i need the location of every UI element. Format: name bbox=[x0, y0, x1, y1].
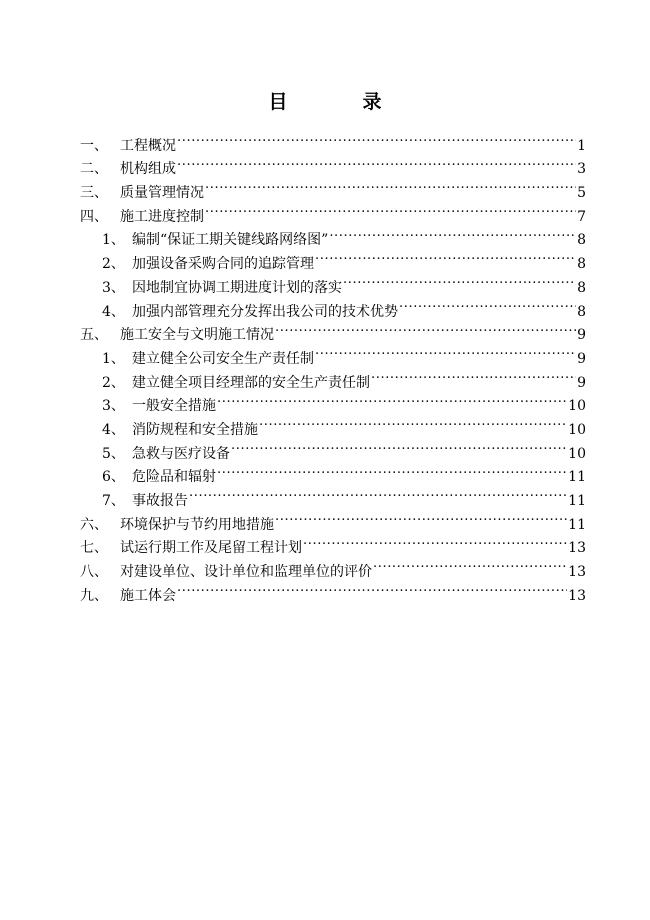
toc-dot-leader bbox=[315, 244, 576, 268]
toc-entry-number: 7、 bbox=[102, 493, 125, 509]
toc-dot-leader bbox=[177, 150, 576, 174]
toc-entry-page-number: 8 bbox=[577, 232, 586, 249]
toc-entry-title: 施工体会 bbox=[120, 587, 176, 604]
toc-entry-number: 1、 bbox=[102, 232, 125, 249]
toc-entry-number: 九、 bbox=[80, 587, 108, 604]
toc-dot-leader bbox=[343, 268, 576, 292]
toc-entry-page-number: 8 bbox=[577, 256, 586, 273]
toc-entry-page-number: 9 bbox=[577, 350, 586, 367]
toc-entry-number: 七、 bbox=[80, 540, 108, 557]
toc-entry-page-number: 13 bbox=[568, 587, 586, 604]
toc-entry-title: 质量管理情况 bbox=[120, 185, 204, 202]
toc-entry-title: 施工进度控制 bbox=[120, 208, 204, 225]
toc-entry-title: 因地制宜协调工期进度计划的落实 bbox=[132, 279, 342, 296]
toc-entry-page-number: 13 bbox=[568, 564, 586, 581]
toc-entry-page-number: 11 bbox=[568, 493, 586, 509]
toc-dot-leader bbox=[275, 316, 576, 340]
toc-entry-page-number: 1 bbox=[577, 137, 586, 154]
toc-dot-leader bbox=[217, 458, 567, 482]
toc-entry-title: 建立健全项目经理部的安全生产责任制 bbox=[132, 374, 370, 391]
toc-entry-number: 一、 bbox=[80, 137, 108, 154]
toc-entry-title: 试运行期工作及尾留工程计划 bbox=[120, 540, 302, 557]
toc-entry-title: 编制“保证工期关键线路网络图” bbox=[132, 232, 329, 249]
table-of-contents bbox=[80, 126, 586, 604]
toc-entry-title: 施工安全与文明施工情况 bbox=[120, 327, 274, 344]
toc-entry-title: 事故报告 bbox=[132, 493, 188, 509]
toc-dot-leader bbox=[399, 292, 576, 316]
toc-entry-number: 5、 bbox=[102, 445, 125, 462]
toc-entry-page-number: 13 bbox=[568, 540, 586, 557]
toc-entry-page-number: 8 bbox=[577, 279, 586, 296]
toc-dot-leader bbox=[177, 576, 567, 600]
toc-entry-number: 五、 bbox=[80, 327, 108, 344]
toc-entry-title: 一般安全措施 bbox=[132, 398, 216, 415]
toc-dot-leader bbox=[205, 197, 576, 221]
toc-entry-title: 消防规程和安全措施 bbox=[132, 421, 258, 438]
toc-entry-number: 3、 bbox=[102, 279, 125, 296]
toc-dot-leader bbox=[177, 126, 576, 150]
toc-title: 目 录 bbox=[268, 91, 410, 113]
toc-entry[interactable] bbox=[80, 126, 586, 154]
toc-entry-title: 加强内部管理充分发挥出我公司的技术优势 bbox=[132, 303, 398, 320]
toc-entry-number: 四、 bbox=[80, 208, 108, 225]
toc-dot-leader bbox=[315, 339, 576, 363]
toc-dot-leader bbox=[329, 221, 576, 245]
toc-entry-page-number: 5 bbox=[577, 185, 586, 202]
toc-entry-title: 工程概况 bbox=[120, 137, 176, 154]
toc-entry-page-number: 11 bbox=[568, 469, 586, 486]
toc-entry-number: 二、 bbox=[80, 161, 108, 178]
toc-entry-number: 六、 bbox=[80, 516, 108, 533]
toc-entry-number: 2、 bbox=[102, 374, 125, 391]
toc-entry-page-number: 10 bbox=[568, 445, 586, 462]
toc-dot-leader bbox=[189, 481, 567, 505]
toc-entry-number: 4、 bbox=[102, 421, 125, 438]
toc-entry-page-number: 10 bbox=[568, 398, 586, 415]
toc-entry-number: 三、 bbox=[80, 185, 108, 202]
toc-entry-page-number: 3 bbox=[577, 161, 586, 178]
toc-entry-title: 机构组成 bbox=[120, 161, 176, 178]
toc-dot-leader bbox=[303, 529, 567, 553]
toc-dot-leader bbox=[205, 173, 576, 197]
toc-dot-leader bbox=[371, 363, 576, 387]
toc-entry-page-number: 8 bbox=[577, 303, 586, 320]
toc-dot-leader bbox=[217, 387, 567, 411]
toc-dot-leader bbox=[231, 434, 567, 458]
toc-entry-number: 2、 bbox=[102, 256, 125, 273]
toc-entry-page-number: 10 bbox=[568, 421, 586, 438]
toc-entry-number: 6、 bbox=[102, 469, 125, 486]
toc-entry-title: 加强设备采购合同的追踪管理 bbox=[132, 256, 314, 273]
toc-entry-page-number: 7 bbox=[577, 208, 586, 225]
toc-entry-page-number: 9 bbox=[577, 374, 586, 391]
toc-dot-leader bbox=[275, 505, 567, 529]
toc-entry-page-number: 11 bbox=[568, 516, 586, 533]
toc-entry-number: 3、 bbox=[102, 398, 125, 415]
toc-entry-number: 4、 bbox=[102, 303, 125, 320]
toc-entry-page-number: 9 bbox=[577, 327, 586, 344]
toc-entry-number: 八、 bbox=[80, 564, 108, 581]
toc-entry-title: 对建设单位、设计单位和监理单位的评价 bbox=[120, 564, 372, 581]
toc-dot-leader bbox=[259, 410, 567, 434]
toc-entry-title: 建立健全公司安全生产责任制 bbox=[132, 350, 314, 367]
toc-entry-title: 急救与医疗设备 bbox=[132, 445, 230, 462]
toc-entry-title: 危险品和辐射 bbox=[132, 469, 216, 486]
toc-entry-number: 1、 bbox=[102, 350, 125, 367]
toc-dot-leader bbox=[373, 552, 567, 576]
toc-entry-title: 环境保护与节约用地措施 bbox=[120, 516, 274, 533]
